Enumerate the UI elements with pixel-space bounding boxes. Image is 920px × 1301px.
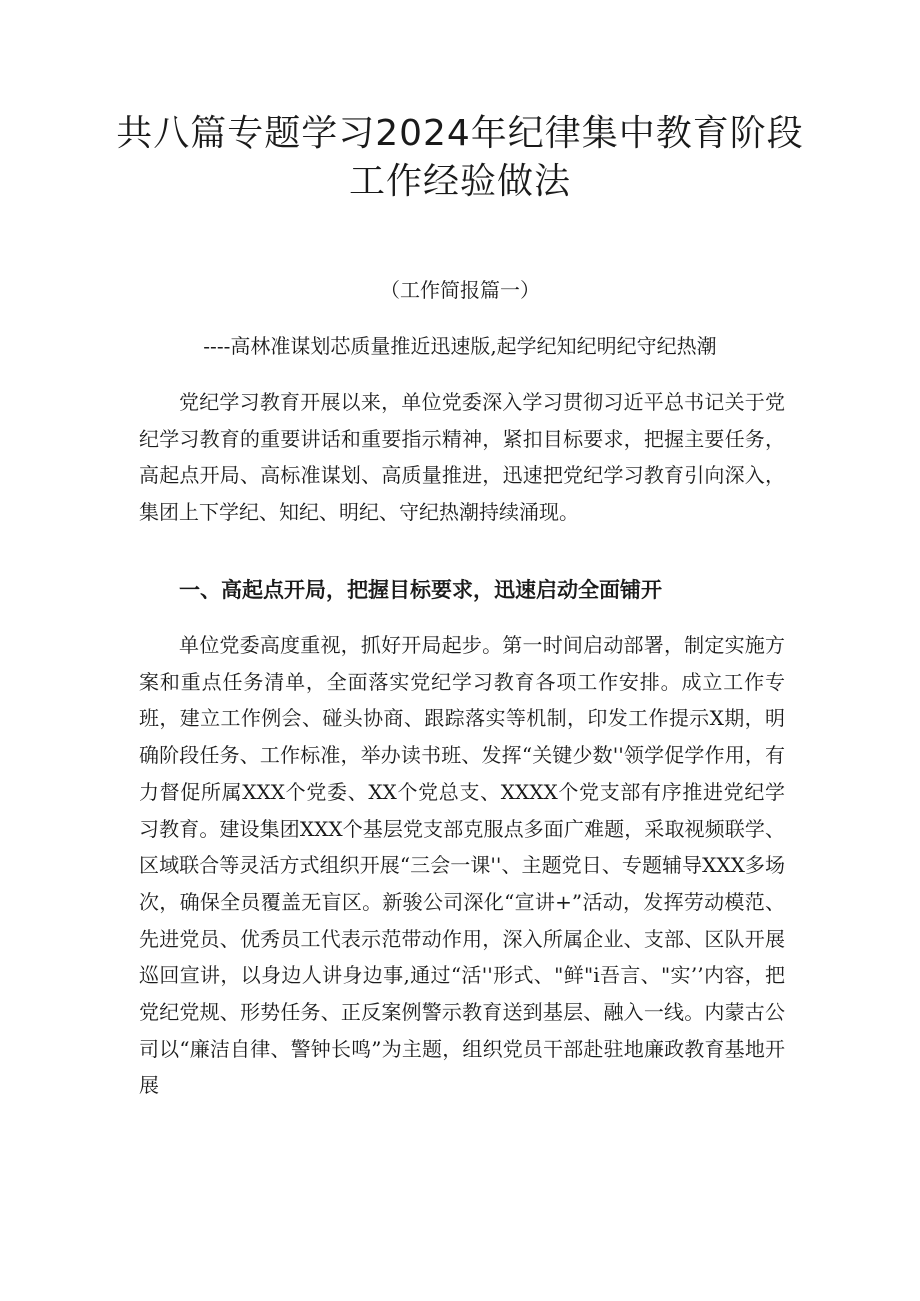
section-1-heading: 一、高起点开局，把握目标要求，迅速启动全面铺开 [179, 578, 662, 602]
document-tagline: ----高林准谋划芯质量推近迅速版,起学纪知纪明纪守纪热潮 [203, 334, 717, 358]
section-1-paragraph: 单位党委高度重视，抓好开局起步。第一时间启动部署，制定实施方案和重点任务清单，全面落实党纪学习教育各项工作安排。成立工作专班，建立工作例会、碰头协商、跟踪落实等机制，印发工作提示X期，明确阶段任务、工作标准，举办读书班、发挥“关键少数''领学促学作用，有力督促所属XXX个党委、XX个党总支、XXXX个党支部有序推进党纪学习教育。建设集团XXX个基层党支部克服点多面广难题，采取视频联学、区域联合等灵活方式组织开展“三会一课''、主题党日、专题辅导XXX多场次，确保全员覆盖无盲区。新骏公司深化“宣讲+”活动，发挥劳动模范、先进党员、优秀员工代表示范带动作用，深入所属企业、支部、区队开展巡回宣讲，以身边人讲身边事,通过“活''形式、"鲜"i吾言、"实’’内容，把党纪党规、形势任务、正反案例警示教育送到基层、融入一线。内蒙古公司以“廉洁自律、警钟长鸣”为主题，组织党员干部赴驻地廉政教育基地开展 [139, 633, 785, 1098]
intro-paragraph: 党纪学习教育开展以来，单位党委深入学习贯彻习近平总书记关于党纪学习教育的重要讲话和重要指示精神，紧扣目标要求，把握主要任务，高起点开局、高标准谋划、高质量推进，迅速把党纪学习教育引向深入，集团上下学纪、知纪、明纪、守纪热潮持续涌现。 [139, 390, 785, 525]
document-title [100, 110, 820, 206]
document-subtitle: （工作简报篇一） [380, 278, 540, 302]
title-line-1: 共八篇专题学习2024年纪律集中教育阶段 [116, 113, 804, 154]
title-line-2: 工作经验做法 [348, 161, 571, 202]
